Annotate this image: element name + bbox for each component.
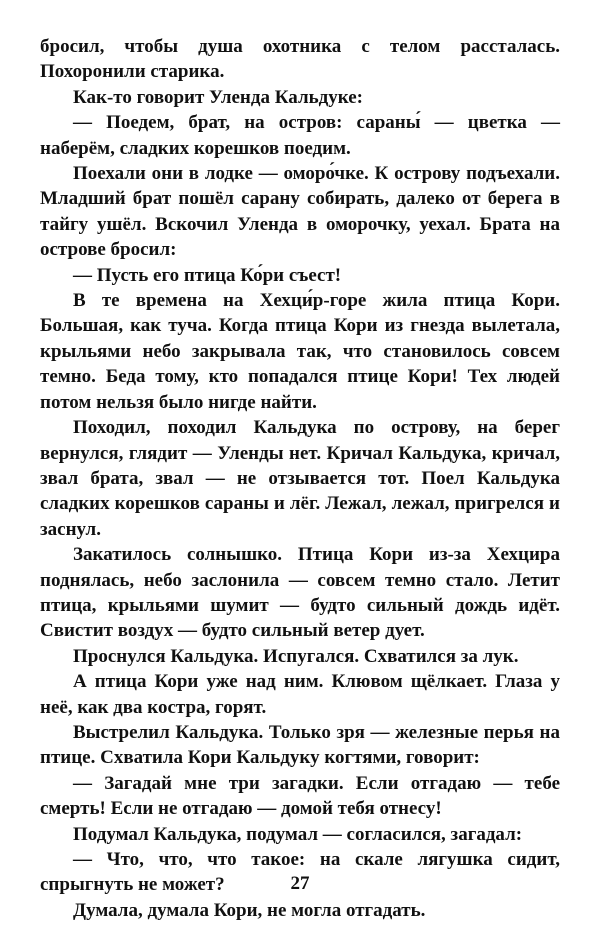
- paragraph: Думала, думала Кори, не могла отгадать.: [73, 899, 426, 921]
- dialogue-line: — Загадай мне три загадки. Если отгадаю — тебе смерть! Если не отгадаю — домой тебя отнесу!: [40, 772, 560, 820]
- page-body: [40, 34, 560, 923]
- dialogue-line: — Что, что, что такое: на скале лягушка сидит, спрыгнуть не может?: [40, 849, 560, 896]
- paragraph: Проснулся Кальдука. Испугался. Схватился за лук.: [73, 645, 519, 667]
- paragraph: Как-то говорит Уленда Кальдуке:: [73, 86, 363, 108]
- page-number: 27: [290, 873, 310, 894]
- paragraph: Походил, походил Кальдука по острову, на берег вернулся, глядит — Уленды нет. Кричал Кальдука, кричал, звал брата, звал — не отзывается тот. Поел Кальдука сладких корешков сараны и лёг. Лежал, лежал, пригрелся и заснул.: [40, 417, 560, 540]
- dialogue-line: — Поедем, брат, на остров: сараны́ — цветка — наберём, сладких корешков поедим.: [40, 112, 560, 159]
- paragraph: Подумал Кальдука, подумал — согласился, загадал:: [73, 823, 523, 845]
- dialogue-line: — Пусть его птица Ко́ри съест!: [73, 264, 342, 286]
- paragraph: бросил, чтобы душа охотника с телом рассталась. Похоронили старика.: [40, 36, 560, 83]
- paragraph: Поехали они в лодке — оморо́чке. К острову подъехали. Младший брат пошёл сарану собирать, далеко от берега в тайгу ушёл. Вскочил Уленда в оморочку, уехал. Брата на острове бросил:: [40, 163, 560, 261]
- paragraph: Закатилось солнышко. Птица Кори из-за Хехцира поднялась, небо заслонила — совсем темно стало. Летит птица, крыльями шумит — будто сильный дождь идёт. Свистит воздух — будто сильный ветер дует.: [40, 544, 560, 642]
- paragraph: А птица Кори уже над ним. Клювом щёлкает. Глаза у неё, как два костра, горят.: [40, 671, 560, 718]
- paragraph: Выстрелил Кальдука. Только зря — железные перья на птице. Схватила Кори Кальдуку когтями, говорит:: [40, 721, 560, 769]
- paragraph: В те времена на Хехци́р-горе жила птица Кори. Большая, как туча. Когда птица Кори из гнезда вылетала, крыльями небо закрывала так, что становилось совсем темно. Беда тому, кто попадался птице Кори! Тех людей потом нельзя было нигде найти.: [40, 290, 560, 413]
